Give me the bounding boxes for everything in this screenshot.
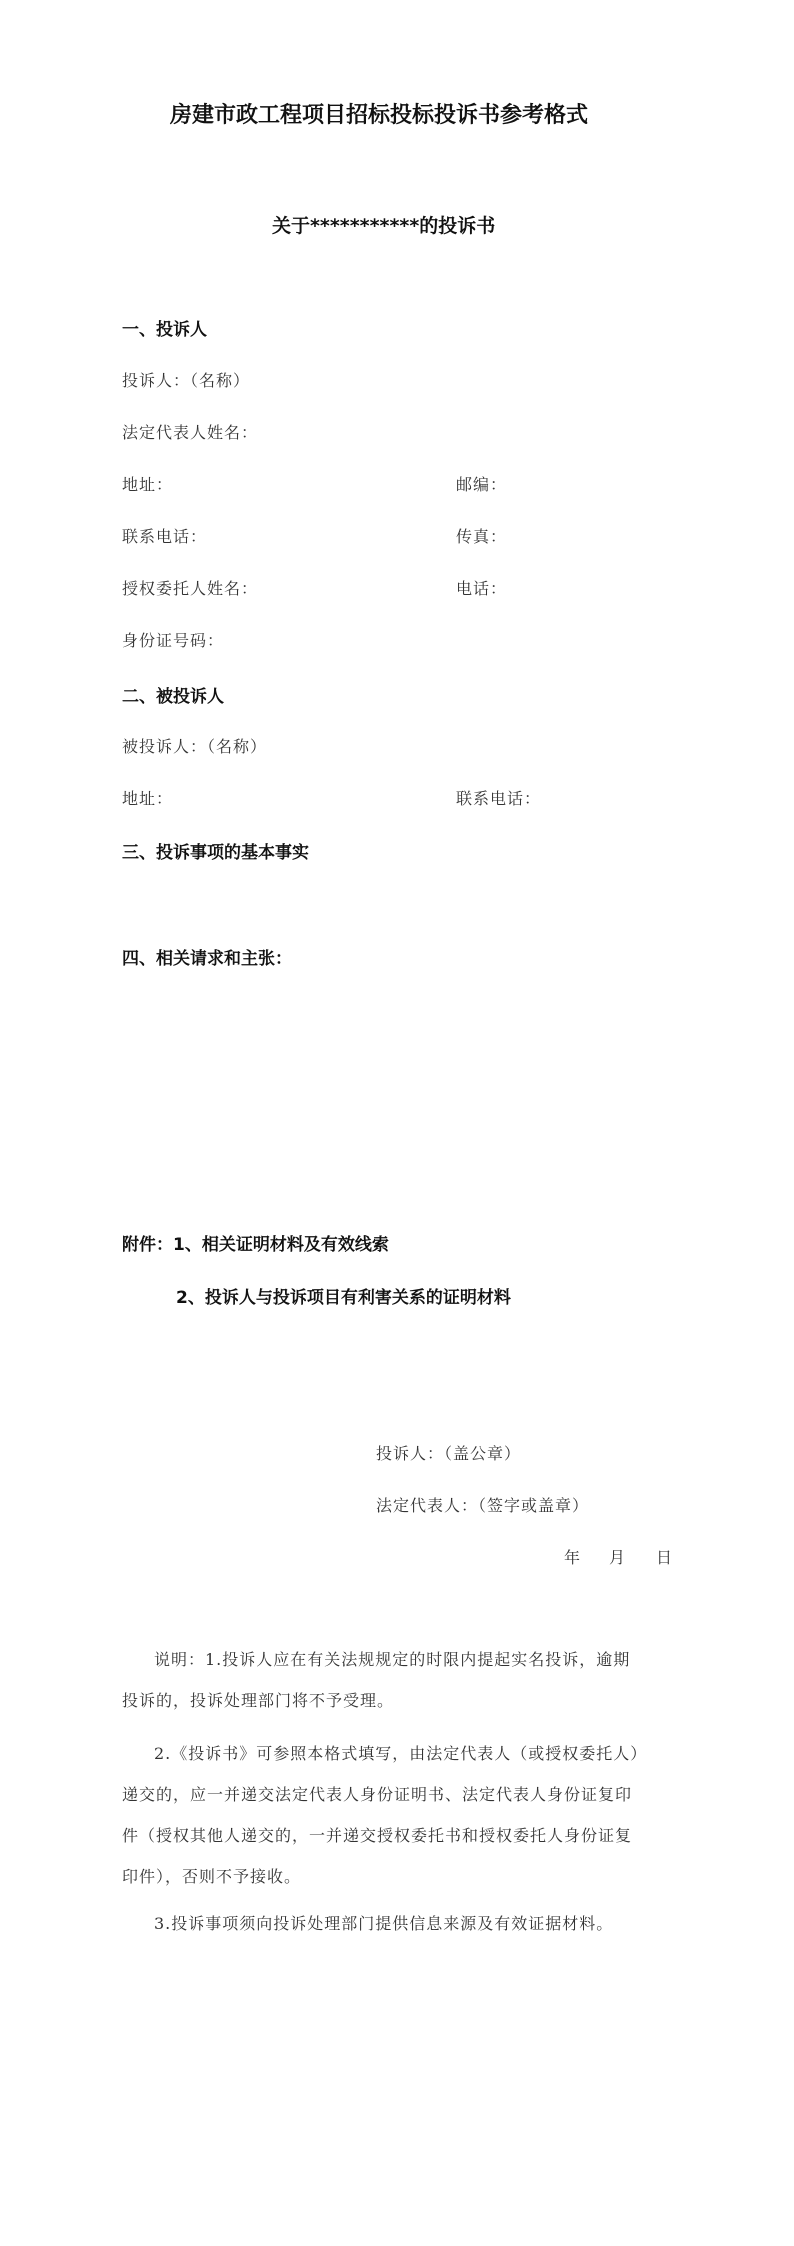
date-month: 月 — [609, 1548, 627, 1567]
id-number-field: 身份证号码： — [122, 631, 225, 650]
note-2-line-1: 2.《投诉书》可参照本格式填写，由法定代表人（或授权委托人） — [154, 1744, 648, 1763]
attachment-item-1: 附件：1、相关证明材料及有效线索 — [122, 1235, 389, 1255]
date-day: 日 — [656, 1548, 674, 1567]
document-title: 房建市政工程项目招标投标投诉书参考格式 — [170, 103, 589, 128]
respondent-name-field: 被投诉人：（名称） — [122, 737, 268, 756]
section1-heading: 一、投诉人 — [122, 320, 207, 340]
section3-heading: 三、投诉事项的基本事实 — [122, 843, 309, 863]
address-field: 地址： — [122, 475, 174, 494]
note-1-line-2: 投诉的，投诉处理部门将不予受理。 — [122, 1691, 395, 1710]
attachment-item-2: 2、投诉人与投诉项目有利害关系的证明材料 — [176, 1288, 511, 1308]
legal-rep-sign-line: 法定代表人：（签字或盖章） — [376, 1496, 590, 1515]
complainant-name-field: 投诉人：（名称） — [122, 371, 251, 390]
agent-phone-field: 电话： — [456, 579, 508, 598]
section4-heading: 四、相关请求和主张： — [122, 949, 292, 969]
note-2-line-2: 递交的，应一并递交法定代表人身份证明书、法定代表人身份证复印 — [122, 1785, 633, 1804]
phone-field: 联系电话： — [122, 527, 208, 546]
document-subtitle: 关于***********的投诉书 — [272, 215, 496, 237]
date-year: 年 — [564, 1548, 582, 1567]
fax-field: 传真： — [456, 527, 508, 546]
note-1-line-1: 说明：1.投诉人应在有关法规规定的时限内提起实名投诉，逾期 — [154, 1650, 631, 1669]
note-2-line-4: 印件），否则不予接收。 — [122, 1867, 302, 1886]
agent-name-field: 授权委托人姓名： — [122, 579, 259, 598]
respondent-address-field: 地址： — [122, 789, 174, 808]
section2-heading: 二、被投诉人 — [122, 687, 224, 707]
legal-rep-name-field: 法定代表人姓名： — [122, 423, 259, 442]
note-2-line-3: 件（授权其他人递交的，一并递交授权委托书和授权委托人身份证复 — [122, 1826, 633, 1845]
note-3-line-1: 3.投诉事项须向投诉处理部门提供信息来源及有效证据材料。 — [154, 1914, 614, 1933]
postcode-field: 邮编： — [456, 475, 508, 494]
respondent-phone-field: 联系电话： — [456, 789, 542, 808]
complainant-seal-line: 投诉人：（盖公章） — [376, 1444, 522, 1463]
